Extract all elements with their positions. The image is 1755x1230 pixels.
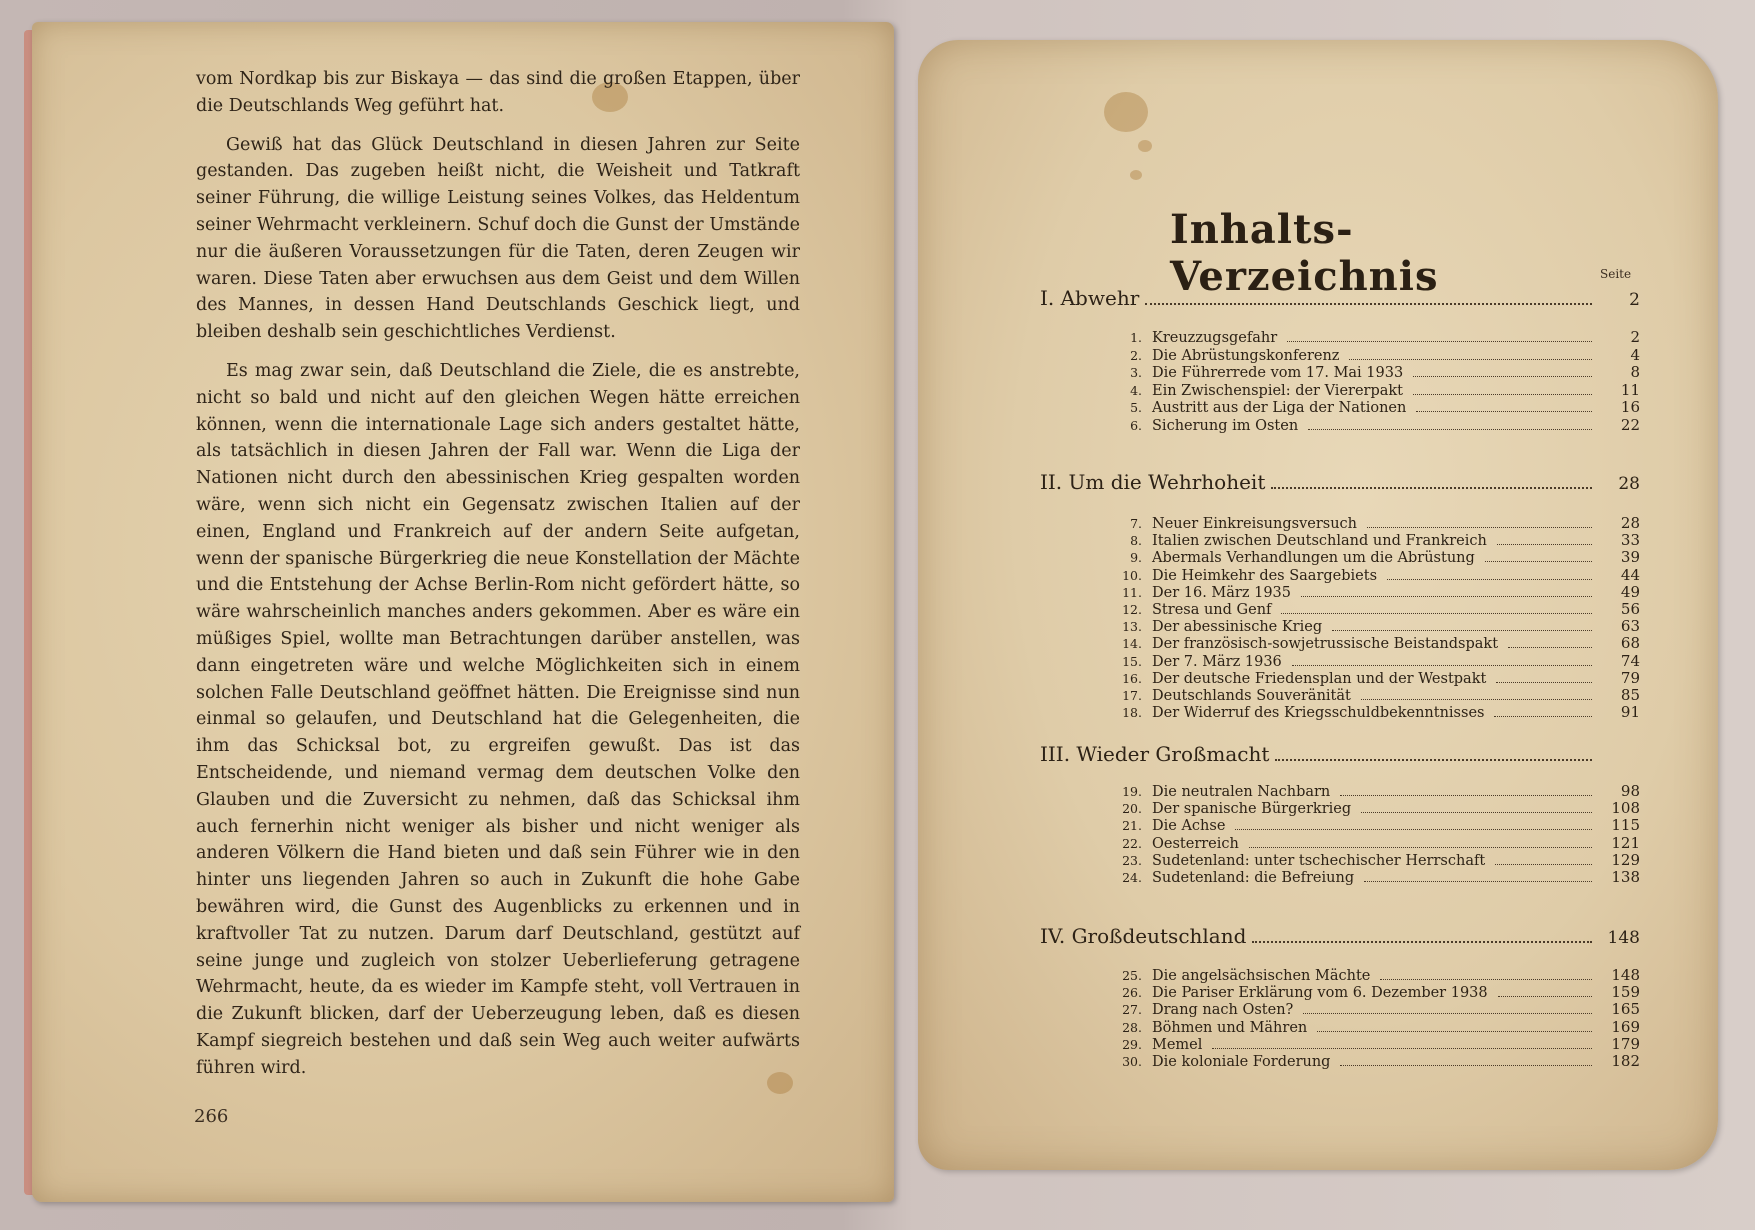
- toc-entry-page: 68: [1620, 634, 1640, 653]
- toc-entry: [1114, 416, 1640, 434]
- toc-entry-page: 179: [1611, 1034, 1640, 1053]
- leader-dots: [1361, 811, 1592, 813]
- toc-entry: [1114, 583, 1640, 601]
- toc-entry-page: 115: [1611, 816, 1640, 835]
- toc-entry-number: 24.: [1122, 870, 1142, 885]
- toc-entry-title: Der 16. März 1935: [1152, 584, 1291, 601]
- toc-entry-number: 29.: [1122, 1036, 1142, 1052]
- toc-section-row: [1040, 742, 1640, 768]
- toc-entry-number: 19.: [1122, 784, 1142, 799]
- toc-entry: [1114, 328, 1640, 346]
- toc-entry-title: Die koloniale Forderung: [1152, 1054, 1331, 1070]
- toc-entry-number: 27.: [1122, 1002, 1142, 1018]
- toc-entry-title: Stresa und Genf: [1152, 602, 1272, 618]
- toc-entry: [1114, 1018, 1640, 1036]
- toc-section-row: [1040, 470, 1640, 496]
- toc-entry-title: Sicherung im Osten: [1152, 418, 1299, 434]
- toc-entry-page: 44: [1620, 565, 1640, 584]
- stain: [1104, 92, 1148, 132]
- toc-entry-number: 15.: [1122, 653, 1142, 669]
- leader-dots: [1497, 543, 1592, 545]
- toc-entry-title: Ein Zwischenspiel: der Viererpakt: [1152, 382, 1404, 399]
- toc-entry-title: Der deutsche Friedensplan und der Westpakt: [1152, 670, 1487, 687]
- leader-dots: [1308, 428, 1592, 430]
- leader-dots: [1485, 560, 1592, 562]
- toc-entry-title: Memel: [1152, 1036, 1203, 1053]
- toc-entry-number: 26.: [1122, 985, 1142, 1001]
- toc-entry-page: 98: [1620, 782, 1640, 800]
- toc-entry: [1114, 566, 1640, 584]
- leader-dots: [1145, 302, 1592, 305]
- leader-dots: [1416, 410, 1592, 412]
- toc-entry: [1114, 548, 1640, 566]
- toc-entry-number: 30.: [1122, 1054, 1142, 1069]
- leader-dots: [1212, 1047, 1592, 1049]
- toc-entry: [1114, 966, 1640, 984]
- toc-entry-number: 16.: [1122, 670, 1142, 686]
- toc-entry-number: 10.: [1122, 567, 1142, 583]
- toc-entry-title: Die neutralen Nachbarn: [1152, 784, 1331, 800]
- toc-entry-page: 182: [1611, 1052, 1640, 1070]
- leader-dots: [1364, 880, 1592, 882]
- leader-dots: [1292, 664, 1592, 666]
- toc-entry: [1114, 983, 1640, 1001]
- toc-entry-title: Die Heimkehr des Saargebiets: [1152, 567, 1378, 584]
- toc-entry-number: 3.: [1130, 365, 1142, 381]
- toc-entry: [1114, 703, 1640, 721]
- paragraph: Gewiß hat das Glück Deutschland in diesen Jahren zur Seite gestanden. Das zugeben heißt nicht, die Weisheit und Tatkraft seiner Führung, die willige Leistung seines Volkes, das Heldentum seiner Wehrmacht verkleinern. Schuf doch die Gunst der Umstände nur die äußeren Voraussetzungen für die Taten, deren Zeugen wir waren. Diese Taten aber erwuchsen aus dem Geist und dem Willen des Mannes, in dessen Hand Deutschlands Geschick liegt, und bleiben deshalb sein geschichtliches Verdienst.: [196, 134, 800, 343]
- toc-entry: [1114, 782, 1640, 800]
- paragraph: Es mag zwar sein, daß Deutschland die Ziele, die es anstrebte, nicht so bald und nicht auf den gleichen Wegen hätte erreichen können, wenn die internationale Lage sich anders gestaltet hätte, als tatsächlich in diesen Jahren der Fall war. Wenn die Liga der Nationen nicht durch den abessinischen Krieg gespalten worden wäre, wenn sich nicht ein Gegensatz zwischen Italien auf der einen, England und Frankreich auf der andern Seite aufgetan, wenn der spanische Bürgerkrieg die neue Konstellation der Mächte und die Entstehung der Achse Berlin-Rom nicht gefördert hätte, so wäre wahrscheinlich manches anders gekommen. Aber es wäre ein müßiges Spiel, wollte man Betrachtungen darüber anstellen, was dann eingetreten wäre und welche Möglichkeiten sich in einem solchen Falle Deutschland geöffnet hätten. Die Ereignisse sind nun einmal so gelaufen, und Deutschland hat die Gelegenheiten, die ihm das Schicksal bot, zu ergreifen gewußt. Das ist das Entscheidende, und niemand vermag dem deutschen Volke den Glauben und die Zuversicht zu nehmen, daß das Schicksal ihm auch fernerhin nicht weniger als bisher und nicht weniger als anderen Völkern die Hand bieten und daß sein Führer wie in den hinter uns liegenden Jahren so auch in Zukunft die hohe Gabe bewähren wird, die Gunst des Augenblicks zu erkennen und in kraftvoller Tat zu nutzen. Darum darf Deutschland, gestützt auf seine junge und zugleich von stolzer Ueberlieferung getragene Wehrmacht, heute, da es wieder im Kampfe steht, voll Vertrauen in die Zukunft blicken, darf der Ueberzeugung leben, daß es diesen Kampf siegreich bestehen und daß sein Weg auch weiter aufwärts führen wird.: [196, 360, 800, 1078]
- leader-dots: [1496, 681, 1592, 683]
- toc-entry: [1114, 799, 1640, 817]
- toc-entry-title: Italien zwischen Deutschland und Frankreich: [1152, 533, 1487, 550]
- toc-entry-number: 9.: [1130, 550, 1142, 566]
- toc-entry-title: Der Widerruf des Kriegsschuldbekenntnisses: [1152, 705, 1485, 722]
- toc-entry-title: Drang nach Osten?: [1152, 1002, 1294, 1019]
- toc-entry-number: 21.: [1122, 818, 1142, 834]
- toc-entry: [1114, 617, 1640, 635]
- leader-dots: [1349, 358, 1592, 360]
- leader-dots: [1332, 629, 1592, 631]
- leader-dots: [1508, 646, 1592, 648]
- leader-dots: [1413, 393, 1592, 395]
- toc-entry-title: Neuer Einkreisungsversuch: [1152, 516, 1358, 532]
- toc-entry-title: Oesterreich: [1152, 835, 1239, 852]
- toc-entry-number: 18.: [1122, 705, 1142, 721]
- toc-entry-page: 22: [1620, 416, 1640, 434]
- toc-entry: [1114, 346, 1640, 364]
- leader-dots: [1235, 828, 1592, 830]
- toc-entry-page: 74: [1620, 651, 1640, 670]
- toc-entry-title: Die angelsächsischen Mächte: [1152, 968, 1371, 984]
- toc-section-page: 2: [1629, 290, 1640, 310]
- toc-entry-page: 165: [1611, 1000, 1640, 1019]
- leader-dots: [1413, 375, 1592, 377]
- leader-dots: [1367, 526, 1592, 528]
- toc-entry-number: 1.: [1130, 330, 1142, 345]
- toc-entry: [1114, 652, 1640, 670]
- toc-entry-page: 85: [1620, 686, 1640, 704]
- toc-section-title: IV. Großdeutschland: [1040, 924, 1247, 948]
- toc-entry-page: 121: [1611, 833, 1640, 852]
- leader-dots: [1303, 1012, 1592, 1014]
- toc-entry-page: 16: [1620, 398, 1640, 417]
- toc-entry-title: Der abessinische Krieg: [1152, 619, 1323, 636]
- toc-entry-title: Austritt aus der Liga der Nationen: [1152, 400, 1407, 417]
- toc-entry: [1114, 834, 1640, 852]
- toc-entry-page: 2: [1630, 328, 1640, 346]
- toc-entry-number: 2.: [1130, 347, 1142, 363]
- toc-entry: [1114, 381, 1640, 399]
- leader-dots: [1340, 794, 1592, 796]
- leader-dots: [1380, 978, 1592, 980]
- toc-entry: [1114, 634, 1640, 652]
- leader-dots: [1287, 340, 1592, 342]
- leader-dots: [1498, 995, 1592, 997]
- toc-entry-number: 8.: [1130, 533, 1142, 549]
- toc-entry-title: Die Achse: [1152, 818, 1226, 835]
- leader-dots: [1387, 578, 1592, 580]
- toc-entry: [1114, 851, 1640, 869]
- toc-entry-page: 63: [1620, 617, 1640, 636]
- toc-entry: [1114, 669, 1640, 687]
- toc-entry-page: 11: [1620, 380, 1640, 399]
- toc-entry-number: 7.: [1130, 516, 1142, 531]
- toc-section-title: II. Um die Wehrhoheit: [1040, 470, 1266, 494]
- toc-entry-page: 159: [1611, 983, 1640, 1002]
- toc-entry-title: Die Abrüstungskonferenz: [1152, 347, 1340, 364]
- stain: [1130, 170, 1142, 180]
- toc-entry-title: Die Pariser Erklärung vom 6. Dezember 1938: [1152, 985, 1488, 1002]
- toc-entry: [1114, 1052, 1640, 1070]
- toc-entry-title: Der französisch-sowjetrussische Beistandspakt: [1152, 636, 1499, 653]
- toc-entry-number: 25.: [1122, 968, 1142, 983]
- toc-entry-page: 39: [1620, 548, 1640, 567]
- leader-dots: [1281, 612, 1592, 614]
- leader-dots: [1301, 595, 1592, 597]
- toc-entry-page: 79: [1620, 668, 1640, 687]
- leader-dots: [1495, 863, 1592, 865]
- toc-entry-number: 28.: [1122, 1019, 1142, 1035]
- toc-entry: [1114, 816, 1640, 834]
- page-number: 266: [194, 1106, 229, 1127]
- leader-dots: [1252, 940, 1592, 943]
- toc-entry: [1114, 600, 1640, 618]
- leader-dots: [1494, 715, 1592, 717]
- toc-section-page: 28: [1618, 474, 1640, 494]
- toc-entry-title: Sudetenland: unter tschechischer Herrschaft: [1152, 852, 1486, 869]
- toc-entry: [1114, 686, 1640, 704]
- toc-entry-title: Abermals Verhandlungen um die Abrüstung: [1152, 550, 1475, 567]
- toc-entry-number: 20.: [1122, 801, 1142, 817]
- paragraph: vom Nordkap bis zur Biskaya — das sind die großen Etappen, über die Deutschlands Weg geführt hat.: [196, 69, 800, 116]
- toc-entry-page: 8: [1630, 363, 1640, 382]
- toc-entry-title: Die Führerrede vom 17. Mai 1933: [1152, 365, 1404, 382]
- toc-entry-number: 12.: [1122, 602, 1142, 617]
- seite-label: Seite: [1600, 267, 1632, 281]
- toc-entry: [1114, 868, 1640, 886]
- toc-title: Inhalts-Verzeichnis: [1170, 206, 1439, 300]
- toc-entry-page: 108: [1611, 799, 1640, 818]
- toc-entry-title: Kreuzzugsgefahr: [1152, 330, 1278, 346]
- toc-entry-page: 148: [1611, 966, 1640, 984]
- toc-entry: [1114, 514, 1640, 532]
- toc-section-page: 148: [1607, 928, 1640, 948]
- leader-dots: [1249, 846, 1592, 848]
- toc-section-title: III. Wieder Großmacht: [1040, 742, 1270, 766]
- toc-entry-number: 13.: [1122, 619, 1142, 635]
- leader-dots: [1275, 758, 1592, 761]
- toc-entry-page: 169: [1611, 1017, 1640, 1036]
- toc-entry-title: Der spanische Bürgerkrieg: [1152, 801, 1352, 818]
- toc-entry-page: 33: [1620, 531, 1640, 550]
- toc-entry-number: 6.: [1130, 418, 1142, 433]
- leader-dots: [1271, 486, 1592, 489]
- leader-dots: [1340, 1064, 1592, 1066]
- toc-entry-title: Böhmen und Mähren: [1152, 1019, 1308, 1036]
- toc-entry-number: 22.: [1122, 835, 1142, 851]
- toc-section-row: [1040, 924, 1640, 950]
- toc-section-row: [1040, 286, 1640, 312]
- toc-entry-number: 17.: [1122, 688, 1142, 703]
- toc-entry-page: 129: [1611, 850, 1640, 869]
- toc-entry-number: 23.: [1122, 852, 1142, 868]
- toc-entry-title: Sudetenland: die Befreiung: [1152, 870, 1355, 886]
- toc-entry-number: 14.: [1122, 636, 1142, 652]
- toc-entry-title: Deutschlands Souveränität: [1152, 688, 1351, 704]
- toc-entry-number: 11.: [1122, 584, 1142, 600]
- toc-entry-number: 4.: [1130, 382, 1142, 398]
- toc-entry-page: 4: [1630, 345, 1640, 364]
- toc-entry-page: 91: [1620, 703, 1640, 722]
- left-page-text: [196, 66, 800, 1093]
- toc-entry: [1114, 1035, 1640, 1053]
- toc-entry-page: 56: [1620, 600, 1640, 618]
- toc-entry-title: Der 7. März 1936: [1152, 653, 1282, 670]
- toc-entry-page: 49: [1620, 582, 1640, 601]
- toc-entry: [1114, 398, 1640, 416]
- toc-entry-page: 28: [1620, 514, 1640, 532]
- toc-entry-page: 138: [1611, 868, 1640, 886]
- toc-entry-number: 5.: [1130, 400, 1142, 416]
- toc-entry: [1114, 363, 1640, 381]
- stain: [1138, 140, 1152, 152]
- toc-entry: [1114, 531, 1640, 549]
- toc-section-title: I. Abwehr: [1040, 286, 1140, 310]
- leader-dots: [1361, 698, 1592, 700]
- leader-dots: [1317, 1030, 1592, 1032]
- toc-entry: [1114, 1000, 1640, 1018]
